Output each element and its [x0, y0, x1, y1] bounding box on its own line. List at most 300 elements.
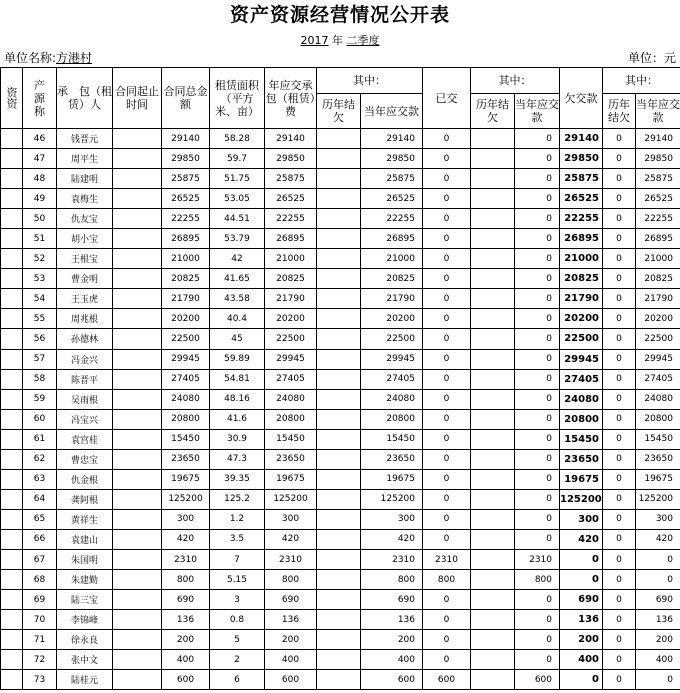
cell-owed: 20800	[560, 409, 603, 429]
cell-contractor: 袁宫桂	[57, 429, 113, 449]
cell-paid-hist	[471, 449, 515, 469]
cell-fee: 26525	[265, 189, 317, 209]
cell-blank	[1, 469, 23, 489]
cell-total: 22255	[162, 209, 210, 229]
cell-area: 7	[210, 549, 265, 569]
cell-cur: 20825	[361, 269, 423, 289]
cell-owed-hist: 0	[603, 650, 636, 670]
cell-paid-cur: 0	[515, 529, 560, 549]
period-year: 2017	[300, 34, 329, 47]
cell-owed-cur: 420	[636, 529, 680, 549]
cell-contractor: 孙德林	[57, 329, 113, 349]
cell-hist	[317, 670, 361, 690]
cell-owed-hist: 0	[603, 229, 636, 249]
cell-fee: 21000	[265, 249, 317, 269]
cell-owed-cur: 24080	[636, 389, 680, 409]
cell-contractor: 冯宝兴	[57, 409, 113, 429]
cell-owed-cur: 125200	[636, 489, 680, 509]
cell-no: 67	[23, 549, 57, 569]
cell-owed: 400	[560, 650, 603, 670]
cell-contractor: 陆三宝	[57, 590, 113, 610]
cell-paid-cur: 0	[515, 349, 560, 369]
cell-blank	[1, 590, 23, 610]
cell-paid-cur: 0	[515, 269, 560, 289]
cell-blank	[1, 169, 23, 189]
cell-contractor: 李锦峰	[57, 610, 113, 630]
cell-owed-hist: 0	[603, 489, 636, 509]
cell-contractor: 陈晋平	[57, 369, 113, 389]
cell-blank	[1, 509, 23, 529]
unit-name	[4, 50, 92, 67]
cell-cur: 420	[361, 529, 423, 549]
cell-total: 20800	[162, 409, 210, 429]
cell-paid-cur: 0	[515, 289, 560, 309]
cell-owed: 29945	[560, 349, 603, 369]
header-of-which-owed: 其中：	[603, 68, 680, 94]
cell-no: 63	[23, 469, 57, 489]
cell-no: 47	[23, 149, 57, 169]
cell-area: 6	[210, 670, 265, 690]
cell-area: 0.8	[210, 610, 265, 630]
cell-owed-cur: 136	[636, 610, 680, 630]
cell-owed-cur: 0	[636, 670, 680, 690]
cell-start-time	[113, 449, 162, 469]
cell-paid-cur: 0	[515, 369, 560, 389]
cell-paid-hist	[471, 189, 515, 209]
header-asset-line1: 资资	[5, 87, 18, 109]
cell-no: 52	[23, 249, 57, 269]
cell-owed-hist: 0	[603, 529, 636, 549]
cell-contractor: 曹金明	[57, 269, 113, 289]
cell-fee: 400	[265, 650, 317, 670]
cell-paid-hist	[471, 630, 515, 650]
cell-fee: 20800	[265, 409, 317, 429]
period-year-suffix: 年	[332, 34, 343, 47]
cell-no: 59	[23, 389, 57, 409]
cell-blank	[1, 610, 23, 630]
cell-total: 20200	[162, 309, 210, 329]
header-arrears-hist-owed: 历年结欠	[603, 94, 636, 129]
cell-contractor: 陆建明	[57, 169, 113, 189]
cell-paid: 0	[423, 249, 471, 269]
cell-paid-cur: 0	[515, 389, 560, 409]
header-due-year-owed: 当年应交款	[636, 94, 680, 129]
cell-blank	[1, 670, 23, 690]
cell-total: 24080	[162, 389, 210, 409]
cell-hist	[317, 329, 361, 349]
cell-no: 55	[23, 309, 57, 329]
cell-total: 29945	[162, 349, 210, 369]
cell-owed: 200	[560, 630, 603, 650]
cell-paid-hist	[471, 610, 515, 630]
cell-fee: 15450	[265, 429, 317, 449]
cell-contractor: 袁梅生	[57, 189, 113, 209]
cell-owed-hist: 0	[603, 309, 636, 329]
cell-paid-cur: 0	[515, 189, 560, 209]
cell-paid: 0	[423, 189, 471, 209]
cell-owed-hist: 0	[603, 509, 636, 529]
table-row	[1, 670, 680, 690]
table-row	[1, 409, 680, 429]
cell-paid-cur: 2310	[515, 549, 560, 569]
cell-paid: 0	[423, 469, 471, 489]
cell-hist	[317, 489, 361, 509]
cell-paid-hist	[471, 489, 515, 509]
cell-fee: 21790	[265, 289, 317, 309]
cell-no: 62	[23, 449, 57, 469]
cell-paid: 0	[423, 630, 471, 650]
cell-paid-hist	[471, 590, 515, 610]
table-body	[1, 129, 680, 690]
cell-start-time	[113, 269, 162, 289]
cell-contractor: 吴雨根	[57, 389, 113, 409]
cell-hist	[317, 409, 361, 429]
cell-blank	[1, 269, 23, 289]
cell-fee: 420	[265, 529, 317, 549]
cell-no: 49	[23, 189, 57, 209]
header-asset-line2: 产	[34, 78, 45, 92]
cell-paid-hist	[471, 169, 515, 189]
cell-paid-hist	[471, 229, 515, 249]
cell-blank	[1, 409, 23, 429]
table-row	[1, 570, 680, 590]
cell-start-time	[113, 489, 162, 509]
cell-owed-cur: 300	[636, 509, 680, 529]
cell-paid-hist	[471, 549, 515, 569]
cell-owed-hist: 0	[603, 149, 636, 169]
cell-hist	[317, 509, 361, 529]
cell-no: 50	[23, 209, 57, 229]
cell-owed-cur: 15450	[636, 429, 680, 449]
cell-paid-hist	[471, 650, 515, 670]
cell-owed: 27405	[560, 369, 603, 389]
cell-total: 600	[162, 670, 210, 690]
cell-owed-cur: 19675	[636, 469, 680, 489]
cell-area: 59.7	[210, 149, 265, 169]
cell-area: 125.2	[210, 489, 265, 509]
cell-start-time	[113, 409, 162, 429]
table-row	[1, 509, 680, 529]
cell-paid-cur: 0	[515, 610, 560, 630]
cell-paid-hist	[471, 389, 515, 409]
cell-owed-hist: 0	[603, 269, 636, 289]
cell-start-time	[113, 509, 162, 529]
cell-owed: 420	[560, 529, 603, 549]
cell-area: 5	[210, 630, 265, 650]
cell-paid: 0	[423, 369, 471, 389]
cell-owed-cur: 20200	[636, 309, 680, 329]
cell-blank	[1, 349, 23, 369]
cell-total: 25875	[162, 169, 210, 189]
cell-no: 73	[23, 670, 57, 690]
cell-fee: 300	[265, 509, 317, 529]
unit-row	[0, 50, 680, 67]
cell-blank	[1, 369, 23, 389]
cell-hist	[317, 249, 361, 269]
cell-hist	[317, 349, 361, 369]
cell-cur: 690	[361, 590, 423, 610]
cell-paid: 0	[423, 309, 471, 329]
cell-owed: 25875	[560, 169, 603, 189]
cell-cur: 29850	[361, 149, 423, 169]
table-row	[1, 249, 680, 269]
cell-owed-hist: 0	[603, 369, 636, 389]
table-row	[1, 169, 680, 189]
cell-owed-hist: 0	[603, 329, 636, 349]
cell-paid-cur: 0	[515, 429, 560, 449]
cell-paid: 800	[423, 570, 471, 590]
cell-blank	[1, 529, 23, 549]
cell-owed-cur: 29850	[636, 149, 680, 169]
cell-hist	[317, 469, 361, 489]
cell-owed-cur: 400	[636, 650, 680, 670]
cell-fee: 2310	[265, 549, 317, 569]
cell-start-time	[113, 529, 162, 549]
cell-blank	[1, 449, 23, 469]
table-row	[1, 469, 680, 489]
cell-total: 21000	[162, 249, 210, 269]
cell-blank	[1, 549, 23, 569]
cell-paid-hist	[471, 670, 515, 690]
header-owed: 欠交款	[560, 68, 603, 129]
cell-owed-hist: 0	[603, 189, 636, 209]
cell-area: 47.3	[210, 449, 265, 469]
cell-paid-cur: 0	[515, 469, 560, 489]
asset-table	[0, 67, 680, 690]
cell-owed-cur: 26525	[636, 189, 680, 209]
table-row	[1, 329, 680, 349]
cell-start-time	[113, 349, 162, 369]
cell-owed-hist: 0	[603, 349, 636, 369]
cell-owed-cur: 0	[636, 570, 680, 590]
cell-total: 21790	[162, 289, 210, 309]
cell-paid-cur: 600	[515, 670, 560, 690]
cell-fee: 19675	[265, 469, 317, 489]
cell-contractor: 张中文	[57, 650, 113, 670]
cell-cur: 22500	[361, 329, 423, 349]
cell-paid-hist	[471, 409, 515, 429]
cell-owed-hist: 0	[603, 570, 636, 590]
cell-cur: 600	[361, 670, 423, 690]
cell-no: 64	[23, 489, 57, 509]
cell-paid-cur: 0	[515, 209, 560, 229]
table-row	[1, 309, 680, 329]
cell-hist	[317, 209, 361, 229]
cell-owed: 26895	[560, 229, 603, 249]
cell-blank	[1, 289, 23, 309]
period-quarter: 二季度	[346, 34, 380, 47]
table-row	[1, 489, 680, 509]
cell-owed-hist: 0	[603, 249, 636, 269]
cell-paid-cur: 0	[515, 309, 560, 329]
cell-paid-hist	[471, 289, 515, 309]
cell-fee: 29945	[265, 349, 317, 369]
cell-paid-hist	[471, 129, 515, 149]
cell-area: 41.65	[210, 269, 265, 289]
cell-contractor: 周平生	[57, 149, 113, 169]
cell-hist	[317, 389, 361, 409]
currency-unit: 单位：元	[627, 51, 676, 65]
cell-paid-cur: 0	[515, 409, 560, 429]
cell-hist	[317, 630, 361, 650]
cell-total: 22500	[162, 329, 210, 349]
cell-cur: 2310	[361, 549, 423, 569]
table-row	[1, 549, 680, 569]
cell-start-time	[113, 469, 162, 489]
cell-paid-hist	[471, 469, 515, 489]
cell-fee: 27405	[265, 369, 317, 389]
cell-hist	[317, 369, 361, 389]
cell-fee: 200	[265, 630, 317, 650]
cell-hist	[317, 610, 361, 630]
cell-hist	[317, 289, 361, 309]
cell-paid-hist	[471, 349, 515, 369]
cell-hist	[317, 570, 361, 590]
cell-start-time	[113, 590, 162, 610]
cell-no: 54	[23, 289, 57, 309]
cell-total: 136	[162, 610, 210, 630]
cell-paid-cur: 0	[515, 149, 560, 169]
header-paid: 已交	[423, 68, 471, 129]
cell-start-time	[113, 610, 162, 630]
cell-contractor: 陆桂元	[57, 670, 113, 690]
cell-owed-cur: 29945	[636, 349, 680, 369]
cell-no: 61	[23, 429, 57, 449]
table-row	[1, 149, 680, 169]
cell-start-time	[113, 549, 162, 569]
cell-owed: 19675	[560, 469, 603, 489]
cell-hist	[317, 590, 361, 610]
cell-owed-cur: 22255	[636, 209, 680, 229]
cell-area: 48.16	[210, 389, 265, 409]
cell-owed-hist: 0	[603, 129, 636, 149]
unit-name-value: 方港村	[56, 51, 93, 65]
table-row	[1, 229, 680, 249]
cell-fee: 29140	[265, 129, 317, 149]
cell-paid-hist	[471, 269, 515, 289]
cell-blank	[1, 329, 23, 349]
cell-fee: 600	[265, 670, 317, 690]
cell-fee: 800	[265, 570, 317, 590]
cell-start-time	[113, 289, 162, 309]
cell-cur: 21000	[361, 249, 423, 269]
cell-hist	[317, 189, 361, 209]
cell-cur: 20200	[361, 309, 423, 329]
cell-paid-hist	[471, 209, 515, 229]
cell-no: 48	[23, 169, 57, 189]
cell-contractor: 仇友宝	[57, 209, 113, 229]
cell-cur: 19675	[361, 469, 423, 489]
cell-owed-hist: 0	[603, 670, 636, 690]
cell-blank	[1, 389, 23, 409]
cell-owed-hist: 0	[603, 389, 636, 409]
cell-paid: 0	[423, 409, 471, 429]
cell-no: 56	[23, 329, 57, 349]
cell-area: 51.75	[210, 169, 265, 189]
cell-area: 3	[210, 590, 265, 610]
cell-area: 43.58	[210, 289, 265, 309]
table-row	[1, 269, 680, 289]
cell-start-time	[113, 169, 162, 189]
table-row	[1, 349, 680, 369]
cell-owed: 0	[560, 549, 603, 569]
cell-owed-hist: 0	[603, 549, 636, 569]
header-start-time: 合同起止时间	[113, 68, 162, 129]
cell-no: 70	[23, 610, 57, 630]
header-of-which-fee: 其中：	[317, 68, 423, 94]
cell-total: 125200	[162, 489, 210, 509]
cell-paid-cur: 0	[515, 449, 560, 469]
cell-paid: 0	[423, 129, 471, 149]
report-title: 资产资源经营情况公开表	[229, 4, 450, 26]
cell-no: 57	[23, 349, 57, 369]
cell-blank	[1, 209, 23, 229]
cell-contractor: 曹忠宝	[57, 449, 113, 469]
cell-start-time	[113, 369, 162, 389]
cell-paid: 0	[423, 489, 471, 509]
cell-blank	[1, 630, 23, 650]
cell-start-time	[113, 329, 162, 349]
table-row	[1, 189, 680, 209]
cell-total: 23650	[162, 449, 210, 469]
cell-fee: 690	[265, 590, 317, 610]
cell-paid: 0	[423, 169, 471, 189]
cell-area: 39.35	[210, 469, 265, 489]
cell-total: 29140	[162, 129, 210, 149]
cell-owed: 690	[560, 590, 603, 610]
cell-owed-cur: 21790	[636, 289, 680, 309]
cell-contractor: 周兆根	[57, 309, 113, 329]
cell-no: 68	[23, 570, 57, 590]
cell-blank	[1, 429, 23, 449]
header-annual-fee: 年应交承包（租赁）费	[265, 68, 317, 129]
cell-paid-cur: 0	[515, 650, 560, 670]
cell-paid-cur: 800	[515, 570, 560, 590]
header-total-amount: 合同总金额	[162, 68, 210, 129]
cell-paid-hist	[471, 429, 515, 449]
table-row	[1, 429, 680, 449]
cell-cur: 26895	[361, 229, 423, 249]
cell-hist	[317, 529, 361, 549]
cell-owed: 22500	[560, 329, 603, 349]
cell-fee: 29850	[265, 149, 317, 169]
header-asset-right	[23, 68, 57, 129]
cell-owed: 24080	[560, 389, 603, 409]
cell-area: 3.5	[210, 529, 265, 549]
cell-owed-hist: 0	[603, 409, 636, 429]
cell-paid: 0	[423, 349, 471, 369]
cell-total: 200	[162, 630, 210, 650]
cell-start-time	[113, 429, 162, 449]
cell-owed: 23650	[560, 449, 603, 469]
cell-paid-hist	[471, 329, 515, 349]
cell-blank	[1, 309, 23, 329]
cell-contractor: 冯金兴	[57, 349, 113, 369]
cell-paid: 600	[423, 670, 471, 690]
cell-cur: 125200	[361, 489, 423, 509]
cell-paid: 0	[423, 449, 471, 469]
cell-cur: 20800	[361, 409, 423, 429]
cell-total: 20825	[162, 269, 210, 289]
cell-owed: 15450	[560, 429, 603, 449]
header-due-year-fee: 当年应交款	[361, 94, 423, 129]
cell-contractor: 龚阿根	[57, 489, 113, 509]
cell-paid: 0	[423, 529, 471, 549]
header-due-year-paid: 当年应交款	[515, 94, 560, 129]
cell-paid-hist	[471, 249, 515, 269]
cell-total: 19675	[162, 469, 210, 489]
cell-paid-cur: 0	[515, 169, 560, 189]
